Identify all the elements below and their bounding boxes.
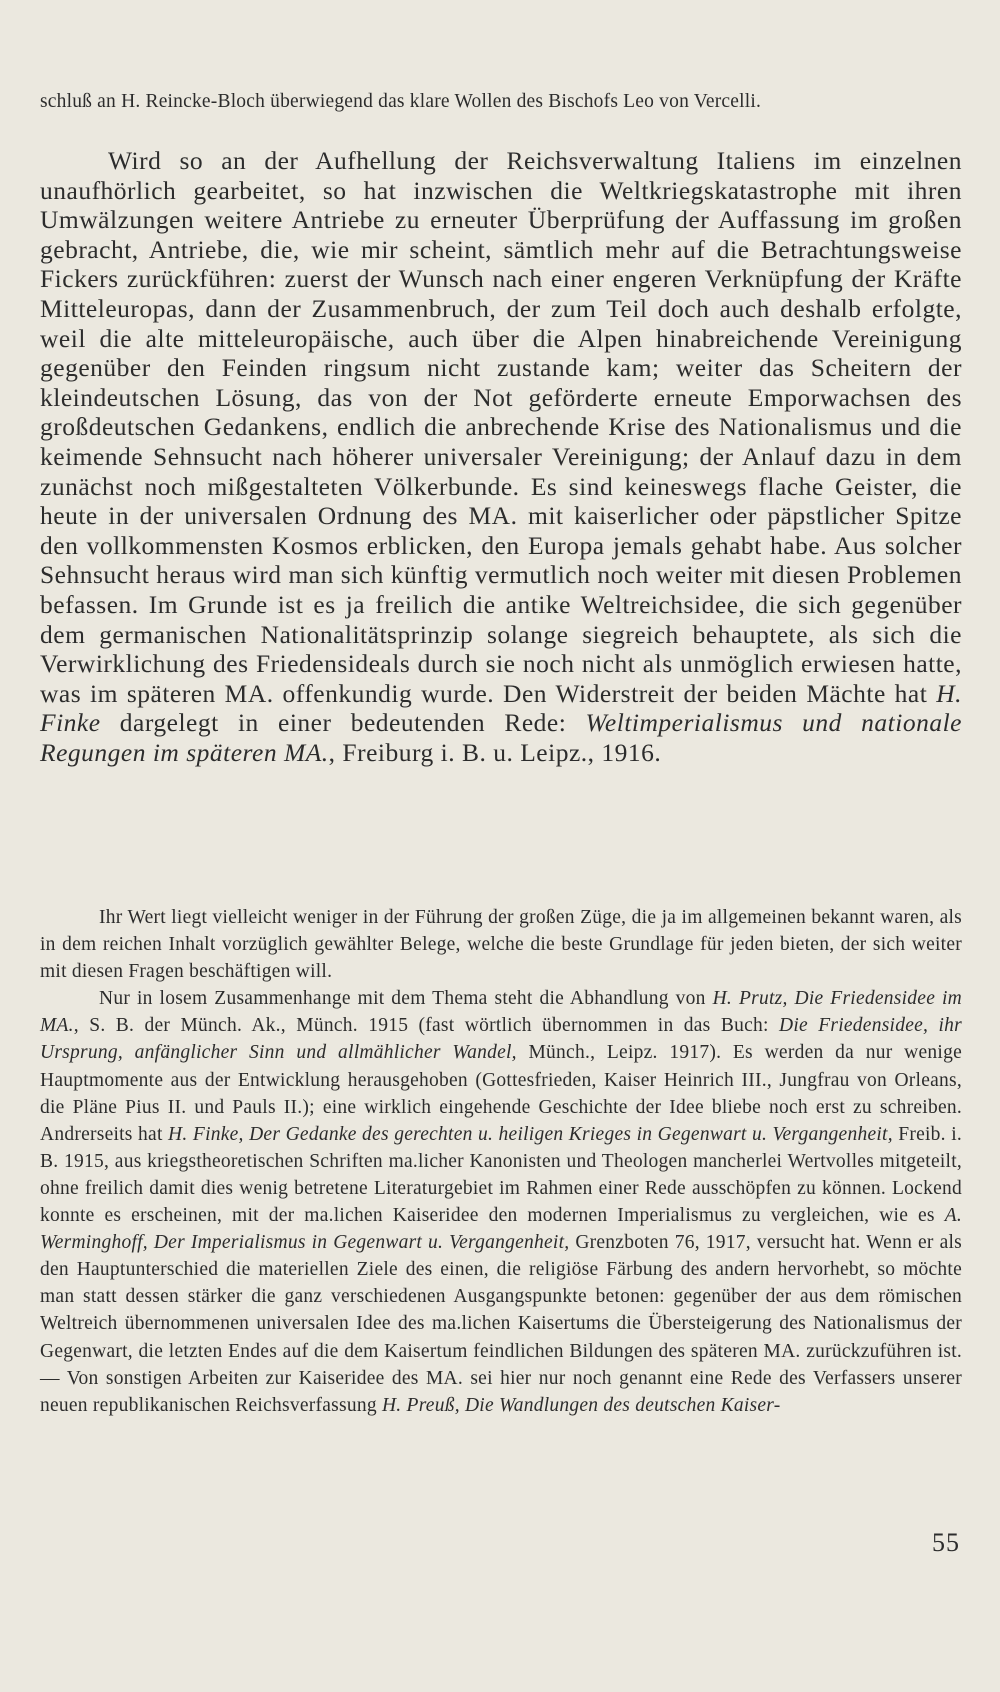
main-paragraph	[40, 146, 962, 767]
page-number: 55	[932, 1528, 960, 1557]
note-2	[40, 985, 962, 1419]
note-2-werminghoff: A. Werminghoff, Der Imperialismus in Gegenwart u. Vergangenheit,	[40, 1205, 962, 1254]
note-2-finke-title: H. Finke, Der Gedanke des gerechten u. heiligen Krieges in Gegenwart u. Vergangenheit,	[168, 1123, 893, 1145]
author-finke: H. Finke	[40, 678, 963, 738]
main-text	[40, 146, 962, 767]
main-text-part1: Wird so an der Aufhellung der Reichsverwaltung Italiens im einzelnen unaufhörlich gearbeitet, so hat inzwischen die Weltkriegskatastrophe mit ihren Umwälzungen weitere Antriebe zu erneuter Überprüfung der Auffassung im großen gebracht, Antriebe, die, wie mir scheint, sämtlich mehr auf die Betrachtungsweise Fickers zurückführen: zuerst der Wunsch nach einer engeren Verknüpfung der Kräfte Mitteleuropas, dann der Zusammenbruch, der zum Teil doch auch deshalb erfolgte, weil die alte mitteleuropäische, auch über die Alpen hinabreichende Vereinigung gegenüber den Feinden ringsum nicht zustande kam; weiter das Scheitern der kleindeutschen Lösung, das von der Not geförderte erneute Emporwachsen des großdeutschen Gedankens, endlich die anbrechende Krise des Nationalismus und die keimende Sehnsucht nach höherer universaler Vereinigung; der Anlauf dazu in dem zunächst noch mißgestalteten Völkerbunde. Es sind keineswegs flache Geister, die heute in der universalen Ordnung des MA. mit kaiserlicher oder päpstlicher Spitze den vollkommensten Kosmos erblicken, den Europa jemals gehabt habe. Aus solcher Sehnsucht heraus wird man sich künftig vermutlich noch weiter mit diesen Problemen befassen. Im Grunde ist es ja freilich die antike Weltreichsidee, die sich gegenüber dem germanischen Nationalitätsprinzip solange siegreich behauptete, als sich die Verwirklichung des Friedensideals durch sie noch nicht als unmöglich erwiesen hatte, was im späteren MA. offenkundig wurde. Den Widerstreit der beiden Mächte hat	[40, 146, 962, 708]
intro-paragraph	[40, 88, 962, 115]
notes-block	[40, 904, 962, 1419]
note-2-prutz: H. Prutz, Die Friedensidee im MA.	[40, 988, 963, 1037]
note-1: Ihr Wert liegt vielleicht weniger in der Führung der großen Züge, die ja im allgemeinen bekannt waren, als in dem reichen Inhalt vorzüglich gewählter Belege, welche die beste Grundlage für jeden bieten, der sich weiter mit diesen Fragen beschäftigen will.	[40, 907, 962, 983]
note-2-g: Freib. i. B. 1915, aus kriegstheoretischen Schriften ma.licher Kanonisten und Theologen mancherlei Wertvolles mitgeteilt, ohne freilich damit dies wenig betretene Literaturgebiet im Rahmen einer Rede ausschöpfen zu können. Lockend konnte es erscheinen, mit der ma.lichen Kaiseridee den modernen Imperialismus zu vergleichen, wie es	[40, 1123, 962, 1227]
note-2-preuss: H. Preuß, Die Wandlungen des deutschen Kaiser-	[381, 1394, 781, 1416]
note-2-book-title: Die Friedensidee, ihr Ursprung, anfänglicher Sinn und allmählicher Wandel,	[40, 1015, 962, 1064]
main-text-part2: dargelegt in einer bedeutenden Rede:	[100, 708, 586, 738]
main-text-part3: , Freiburg i. B. u. Leipz., 1916.	[328, 737, 662, 767]
title-finke: Weltimperialismus und nationale Regungen im späteren MA.	[40, 708, 962, 767]
note-2-a: Nur in losem Zusammenhange mit dem Thema steht die Abhandlung von	[99, 988, 713, 1010]
note-2-e: Münch., Leipz. 1917). Es werden da nur wenige Hauptmomente aus der Entwicklung herausgehoben (Gottesfrieden, Kaiser Heinrich III., Jungfrau von Orleans, die Pläne Pius II. und Pauls II.); eine wirklich eingehende Geschichte der Idee bliebe noch erst zu schreiben. Andrerseits hat	[40, 1042, 962, 1145]
note-2-c: , S. B. der Münch. Ak., Münch. 1915 (fast wörtlich übernommen in das Buch:	[73, 1015, 779, 1037]
note-2-i: Grenzboten 76, 1917, versucht hat. Wenn er als den Hauptunterschied die materiellen Ziele des einen, die religiöse Färbung des andern hervorhebt, so möchte man statt dessen stärker die ganz verschiedenen Ausgangspunkte betonen: gegenüber der aus dem römischen Weltreich übernommenen universalen Idee des ma.lichen Kaisertums die Übersteigerung des Nationalismus der Gegenwart, die letzten Endes auf die dem Kaisertum feindlichen Bildungen des späteren MA. zurückzuführen ist. — Von sonstigen Arbeiten zur Kaiseridee des MA. sei hier nur noch genannt eine Rede des Verfassers unserer neuen republikanischen Reichsverfassung	[40, 1232, 962, 1416]
intro-text: schluß an H. Reincke-Bloch überwiegend das klare Wollen des Bischofs Leo von Vercelli.	[40, 91, 762, 112]
